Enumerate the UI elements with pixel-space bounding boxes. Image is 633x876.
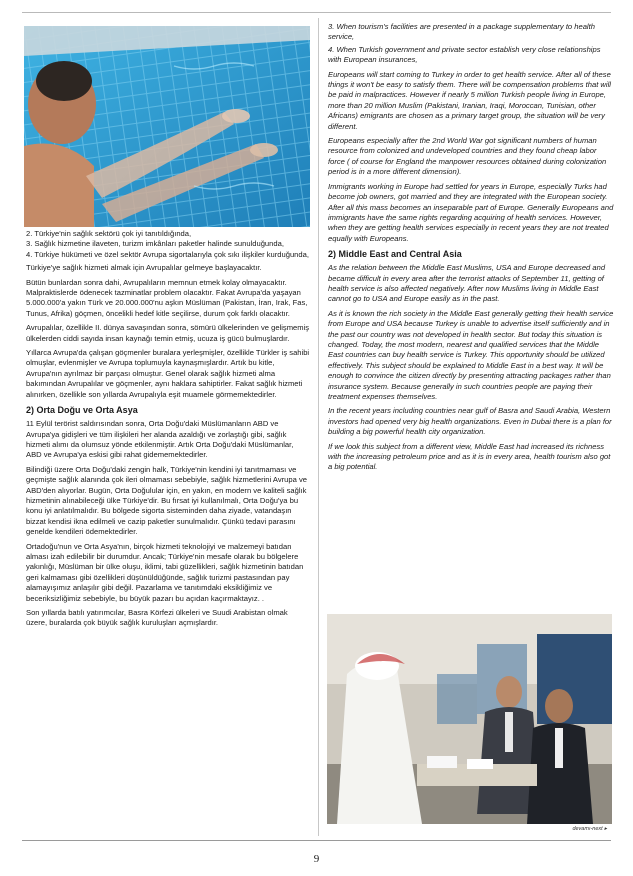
list-number: 2. bbox=[26, 229, 33, 238]
paragraph: Türkiye'ye sağlık hizmeti almak için Avrupalılar gelmeye başlayacaktır. bbox=[26, 263, 262, 273]
paragraph: Son yıllarda batılı yatırımcılar, Basra Körfezi ülkeleri ve Suudi Arabistan olmak üzere, buralarda çok büyük sağlık kuruluşları açmışlardır. bbox=[26, 608, 288, 628]
list-item bbox=[26, 250, 310, 260]
pool-photo-image bbox=[24, 26, 310, 227]
list-text: Türkiye'nin sağlık sektörü çok iyi tanıtıldığında, bbox=[34, 229, 192, 238]
paragraph: Bilindiği üzere Orta Doğu'daki zengin halk, Türkiye'nin kendini iyi tanıtmaması ve geçmişte sağlık alanında çok ileri olmaması sebebiyle, sağlık hizmetlerini Avrupa ve ABD'den alıyorlar. Bugün, Orta Doğulular için, en yakın, en modern ve kaliteli sağlık hizmetinin alınabileceği ülke Türkiye'dir. Bu fırsat iyi kullanılmalı, Orta Doğu'ya bu konu iyi anlatılmalıdır. Bu bölgede sigorta sisteminden daha ziyade, vatandaşın bizzat kendisi ikna edilmeli ve cazip paketler sunulmalıdır. Çünkü tedavi parasını genelde kendileri ödemektedirler. bbox=[26, 464, 307, 537]
right-column-english bbox=[328, 22, 614, 477]
paragraph: Bütün bunlardan sonra dahi, Avrupalıların memnun etmek kolay olmayacaktır. Malpraktislerde ödenecek tazminatlar problem olacaktır. Fakat Avrupa'da yaşayan 5.000.000'a yakın Türk ve 20.000.000'nu aşkın Müslüman (Pakistan, İran, Irak, Fas, Tunus, Afrika) göçmen, öncelikli hedef kitle seçilirse, durum çok farklı olacaktır. bbox=[26, 277, 308, 318]
paragraph: As the relation between the Middle East Muslims, USA and Europe decreased and became difficult in every area after the terrorist attacks of September 11, getting of health service is also affected negatively. After now Muslims living in Middle East cannot go to USA and Europe easily as in the past. bbox=[328, 263, 606, 304]
list-text: Türkiye hükümeti ve özel sektör Avrupa sigortalarıyla çok sıkı ilişkiler kurduğunda, bbox=[34, 249, 309, 259]
paragraph: Ortadoğu'nun ve Orta Asya'nın, birçok hizmeti teknolojiyi ve malzemeyi batıdan alması izah edilebilir bir durumdur. Ancak; Türkiye'nin mesafe olarak bu bölgelere yakınlığı, Müslüman bir ülke oluşu, iklimi, tabi güzellikleri, sağlık hizmetinin batıdan geri kalmaması gibi özellikleri düşünüldüğünde, sağlık turizmi pastasından pay alamayışımız anlaşılır gibi değil. Pazarlama ve tanıtımdaki eksikliğimiz ve beceriksizliğimiz sebebiyle, bu büyük pazarı bu açıdan kaçırmaktayız. . bbox=[26, 541, 304, 603]
list-number: 4. bbox=[26, 249, 33, 259]
bottom-rule bbox=[22, 840, 611, 841]
paragraph: 11 Eylül terörist saldırısından sonra, Orta Doğu'daki Müslümanların ABD ve Avrupa'ya gidişleri ve tüm ilişkileri her alanda azaldığı ve zorlaştığı gibi, sağlık hizmeti alımı da olumsuz yönde etkilenmiştir. Artık Orta Doğu'daki Müslümanlar, ABD ve Avrupa'ya eskisi gibi rahat gidememektedirler. bbox=[26, 419, 294, 460]
section-heading: 2) Middle East and Central Asia bbox=[328, 249, 462, 260]
paragraph: In the recent years including countries near gulf of Basra and Saudi Arabia, Western investors had opened very big health organizations. Even in Dubai there is a plan for building a big powerful health city organization. bbox=[328, 406, 612, 437]
trade-fair-photo-image bbox=[327, 614, 612, 824]
left-numbered-list bbox=[26, 229, 310, 260]
list-item bbox=[26, 229, 310, 239]
pool-photo bbox=[24, 26, 310, 227]
paragraph: Europeans especially after the 2nd World War got significant numbers of human resource from colonized and undeveloped countries and they found cheap labor force ( of course for England the manpower resources obtained during colonization period is in a more different dimension). bbox=[328, 136, 607, 177]
left-column-turkish bbox=[26, 229, 310, 633]
paragraph: Europeans will start coming to Turkey in order to get health service. After all of these things it won't be easy to satisfy them. There will be compensation problems that will be paid in malpractices. However if nearly 5 million Turkish people living in Europe, more than 20 million Muslim (Pakistani, Iranian, Iraqi, Moroccan, Tunisian, other Africans) emigrants are chosen as a primary target group, the situation will be very different. bbox=[328, 69, 611, 131]
list-item: 4. When Turkish government and private sector establish very close relationships with European insurances, bbox=[328, 44, 601, 65]
paragraph: If we look this subject from a different view, Middle East had increased its richness with the increasing petroleum price and as it is in every area, health tourism also got a big potential. bbox=[328, 441, 611, 472]
paragraph: As it is known the rich society in the Middle East generally getting their health service from Europe and USA because Turkey is unable to advertise itself sufficiently and in the past our country was not developed in health sector. But today this situation is changed. Today, the most modern, nearest and qualified services that the Middle East countries can buy health service is Turkey. This opportunity should be utilized effectively. This subject should be explained to Middle East in a best way. It will be enough to convince the citizen directly by presenting attracting packages rather than insurance system. Because generally in such countries people are paying their treatment expenses themselves. bbox=[328, 308, 614, 401]
top-rule bbox=[22, 12, 611, 13]
page-number: 9 bbox=[313, 853, 320, 865]
section-heading: 2) Orta Doğu ve Orta Asya bbox=[26, 405, 138, 416]
trade-fair-photo bbox=[327, 614, 612, 824]
column-divider bbox=[318, 18, 319, 836]
paragraph: Avrupalılar, özellikle II. dünya savaşından sonra, sömürü ülkelerinden ve gelişmemiş ülkelerden ciddi sayıda insan kaynağı temin etmiş, ucuza iş gücü bulmuşlardır. bbox=[26, 323, 310, 343]
continued-indicator: devamı-next ▸ bbox=[572, 826, 607, 832]
list-number: 3. bbox=[26, 239, 33, 249]
list-item: 3. When tourism's facilities are presented in a package supplementary to health service, bbox=[328, 22, 595, 42]
paragraph: Immigrants working in Europe had settled for years in Europe, especially Turks had become job owners, got married and they are integrated with the European society. After all this mass becomes an inseparable part of Europe. Generally Europeans and immigrants have the same rights regarding acquiring of health services. However, when they are getting health services especially in recent years they are not treated equally with Europeans. bbox=[328, 181, 614, 243]
paragraph: Yıllarca Avrupa'da çalışan göçmenler buralara yerleşmişler, özellikle Türkler iş sahibi olmuşlar, evlenmişler ve Avrupa toplumuyla kaynaşmışlardır. Artık bu kitle, Avrupa'nın ayrılmaz bir parçası olmuştur. Genel olarak sağlık hizmeti alma bakımından Avrupalılar ve göçmenler, aynı haklara sahiptirler. Fakat sağlık hizmeti alınırken, özellikle son yıllarda Avrupalıyla eşit muamele görmemektedirler. bbox=[26, 348, 310, 399]
list-text: Sağlık hizmetine ilaveten, turizm imkânları paketler halinde sunulduğunda, bbox=[34, 239, 284, 249]
list-item bbox=[26, 239, 310, 249]
